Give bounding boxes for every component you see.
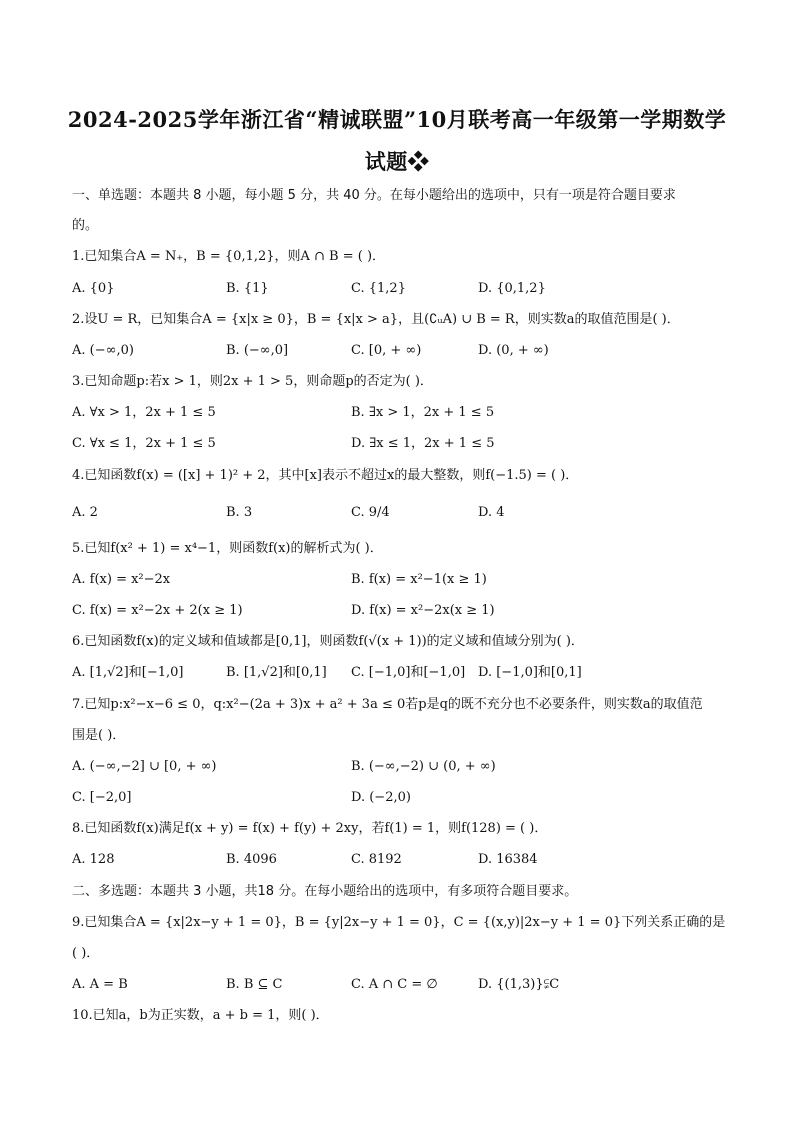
q10-stem: 10.已知a，b为正实数，a + b = 1，则( )．	[72, 1008, 329, 1023]
q6-option-d: D. [−1,0]和[0,1]	[478, 665, 582, 680]
q4-option-a: A. 2	[72, 505, 98, 520]
q6-option-b: B. [1,√2]和[0,1]	[226, 665, 327, 680]
q1-option-d: D. {0,1,2}	[478, 281, 546, 296]
q2-option-c: C. [0, + ∞)	[351, 343, 422, 358]
q9-option-b: B. B ⊆ C	[226, 977, 283, 992]
q5-stem: 5.已知f(x² + 1) = x⁴−1，则函数f(x)的解析式为( )．	[72, 541, 383, 556]
q9-option-c: C. A ∩ C = ∅	[351, 977, 438, 992]
q7-option-a: A. (−∞,−2] ∪ [0, + ∞)	[72, 759, 217, 774]
section1-heading-cont: 的。	[72, 218, 99, 233]
q6-stem: 6.已知函数f(x)的定义域和值域都是[0,1]，则函数f(√(x + 1))的定义域和值域分别为( )．	[72, 634, 584, 649]
q1-stem: 1.已知集合A = N₊，B = {0,1,2}，则A ∩ B = ( )．	[72, 249, 386, 264]
q9-option-a: A. A = B	[72, 977, 128, 992]
q2-option-a: A. (−∞,0)	[72, 343, 134, 358]
q6-option-a: A. [1,√2]和[−1,0]	[72, 665, 184, 680]
q1-option-a: A. {0}	[72, 281, 115, 296]
q5-option-a: A. f(x) = x²−2x	[72, 572, 171, 587]
q2-option-d: D. (0, + ∞)	[478, 343, 549, 358]
q2-option-b: B. (−∞,0]	[226, 343, 289, 358]
q6-option-c: C. [−1,0]和[−1,0]	[351, 665, 466, 680]
section1-heading: 一、单选题：本题共 8 小题，每小题 5 分，共 40 分。在每小题给出的选项中，只有一项是符合题目要求	[72, 188, 676, 203]
q8-stem: 8.已知函数f(x)满足f(x + y) = f(x) + f(y) + 2xy，若f(1) = 1，则f(128) = ( )．	[72, 821, 548, 836]
q9-option-d: D. {(1,3)}⫋C	[478, 977, 560, 992]
q3-option-d: D. ∃x ≤ 1，2x + 1 ≤ 5	[351, 436, 495, 451]
q7-stem: 7.已知p:x²−x−6 ≤ 0，q:x²−(2a + 3)x + a² + 3a ≤ 0若p是q的既不充分也不必要条件，则实数a的取值范	[72, 697, 703, 712]
q3-option-a: A. ∀x > 1，2x + 1 ≤ 5	[72, 405, 216, 420]
q3-option-b: B. ∃x > 1，2x + 1 ≤ 5	[351, 405, 495, 420]
q4-stem: 4.已知函数f(x) = ([x] + 1)² + 2，其中[x]表示不超过x的最大整数，则f(−1.5) = ( )．	[72, 468, 579, 483]
q9-stem-cont: ( )．	[72, 946, 100, 961]
q4-option-b: B. 3	[226, 505, 253, 520]
q9-stem: 9.已知集合A = {x|2x−y + 1 = 0}，B = {y|2x−y + 1 = 0}，C = {(x,y)|2x−y + 1 = 0}下列关系正确的是	[72, 915, 726, 930]
q4-option-c: C. 9/4	[351, 505, 390, 520]
q1-option-b: B. {1}	[226, 281, 269, 296]
q5-option-d: D. f(x) = x²−2x(x ≥ 1)	[351, 603, 495, 618]
q5-option-c: C. f(x) = x²−2x + 2(x ≥ 1)	[72, 603, 243, 618]
q3-option-c: C. ∀x ≤ 1，2x + 1 ≤ 5	[72, 436, 216, 451]
q1-option-c: C. {1,2}	[351, 281, 406, 296]
q8-option-b: B. 4096	[226, 852, 277, 867]
q8-option-d: D. 16384	[478, 852, 538, 867]
exam-title-line1: 2024-2025学年浙江省“精诚联盟”10月联考高一年级第一学期数学	[67, 107, 727, 132]
q7-stem-cont: 围是( )．	[72, 728, 126, 743]
q5-option-b: B. f(x) = x²−1(x ≥ 1)	[351, 572, 487, 587]
q7-option-d: D. (−2,0)	[351, 790, 411, 805]
q8-option-a: A. 128	[72, 852, 115, 867]
q2-stem: 2.设U = R，已知集合A = {x|x ≥ 0}，B = {x|x > a}，且(∁ᵤA) ∪ B = R，则实数a的取值范围是( )．	[72, 312, 680, 327]
q4-option-d: D. 4	[478, 505, 505, 520]
section2-heading: 二、多选题：本题共 3 小题，共18 分。在每小题给出的选项中，有多项符合题目要求。	[72, 884, 578, 899]
q7-option-c: C. [−2,0]	[72, 790, 132, 805]
exam-title-line2: 试题❖	[364, 149, 430, 174]
q8-option-c: C. 8192	[351, 852, 402, 867]
q3-stem: 3.已知命题p:若x > 1，则2x + 1 > 5，则命题p的否定为( )．	[72, 374, 433, 389]
q7-option-b: B. (−∞,−2) ∪ (0, + ∞)	[351, 759, 496, 774]
